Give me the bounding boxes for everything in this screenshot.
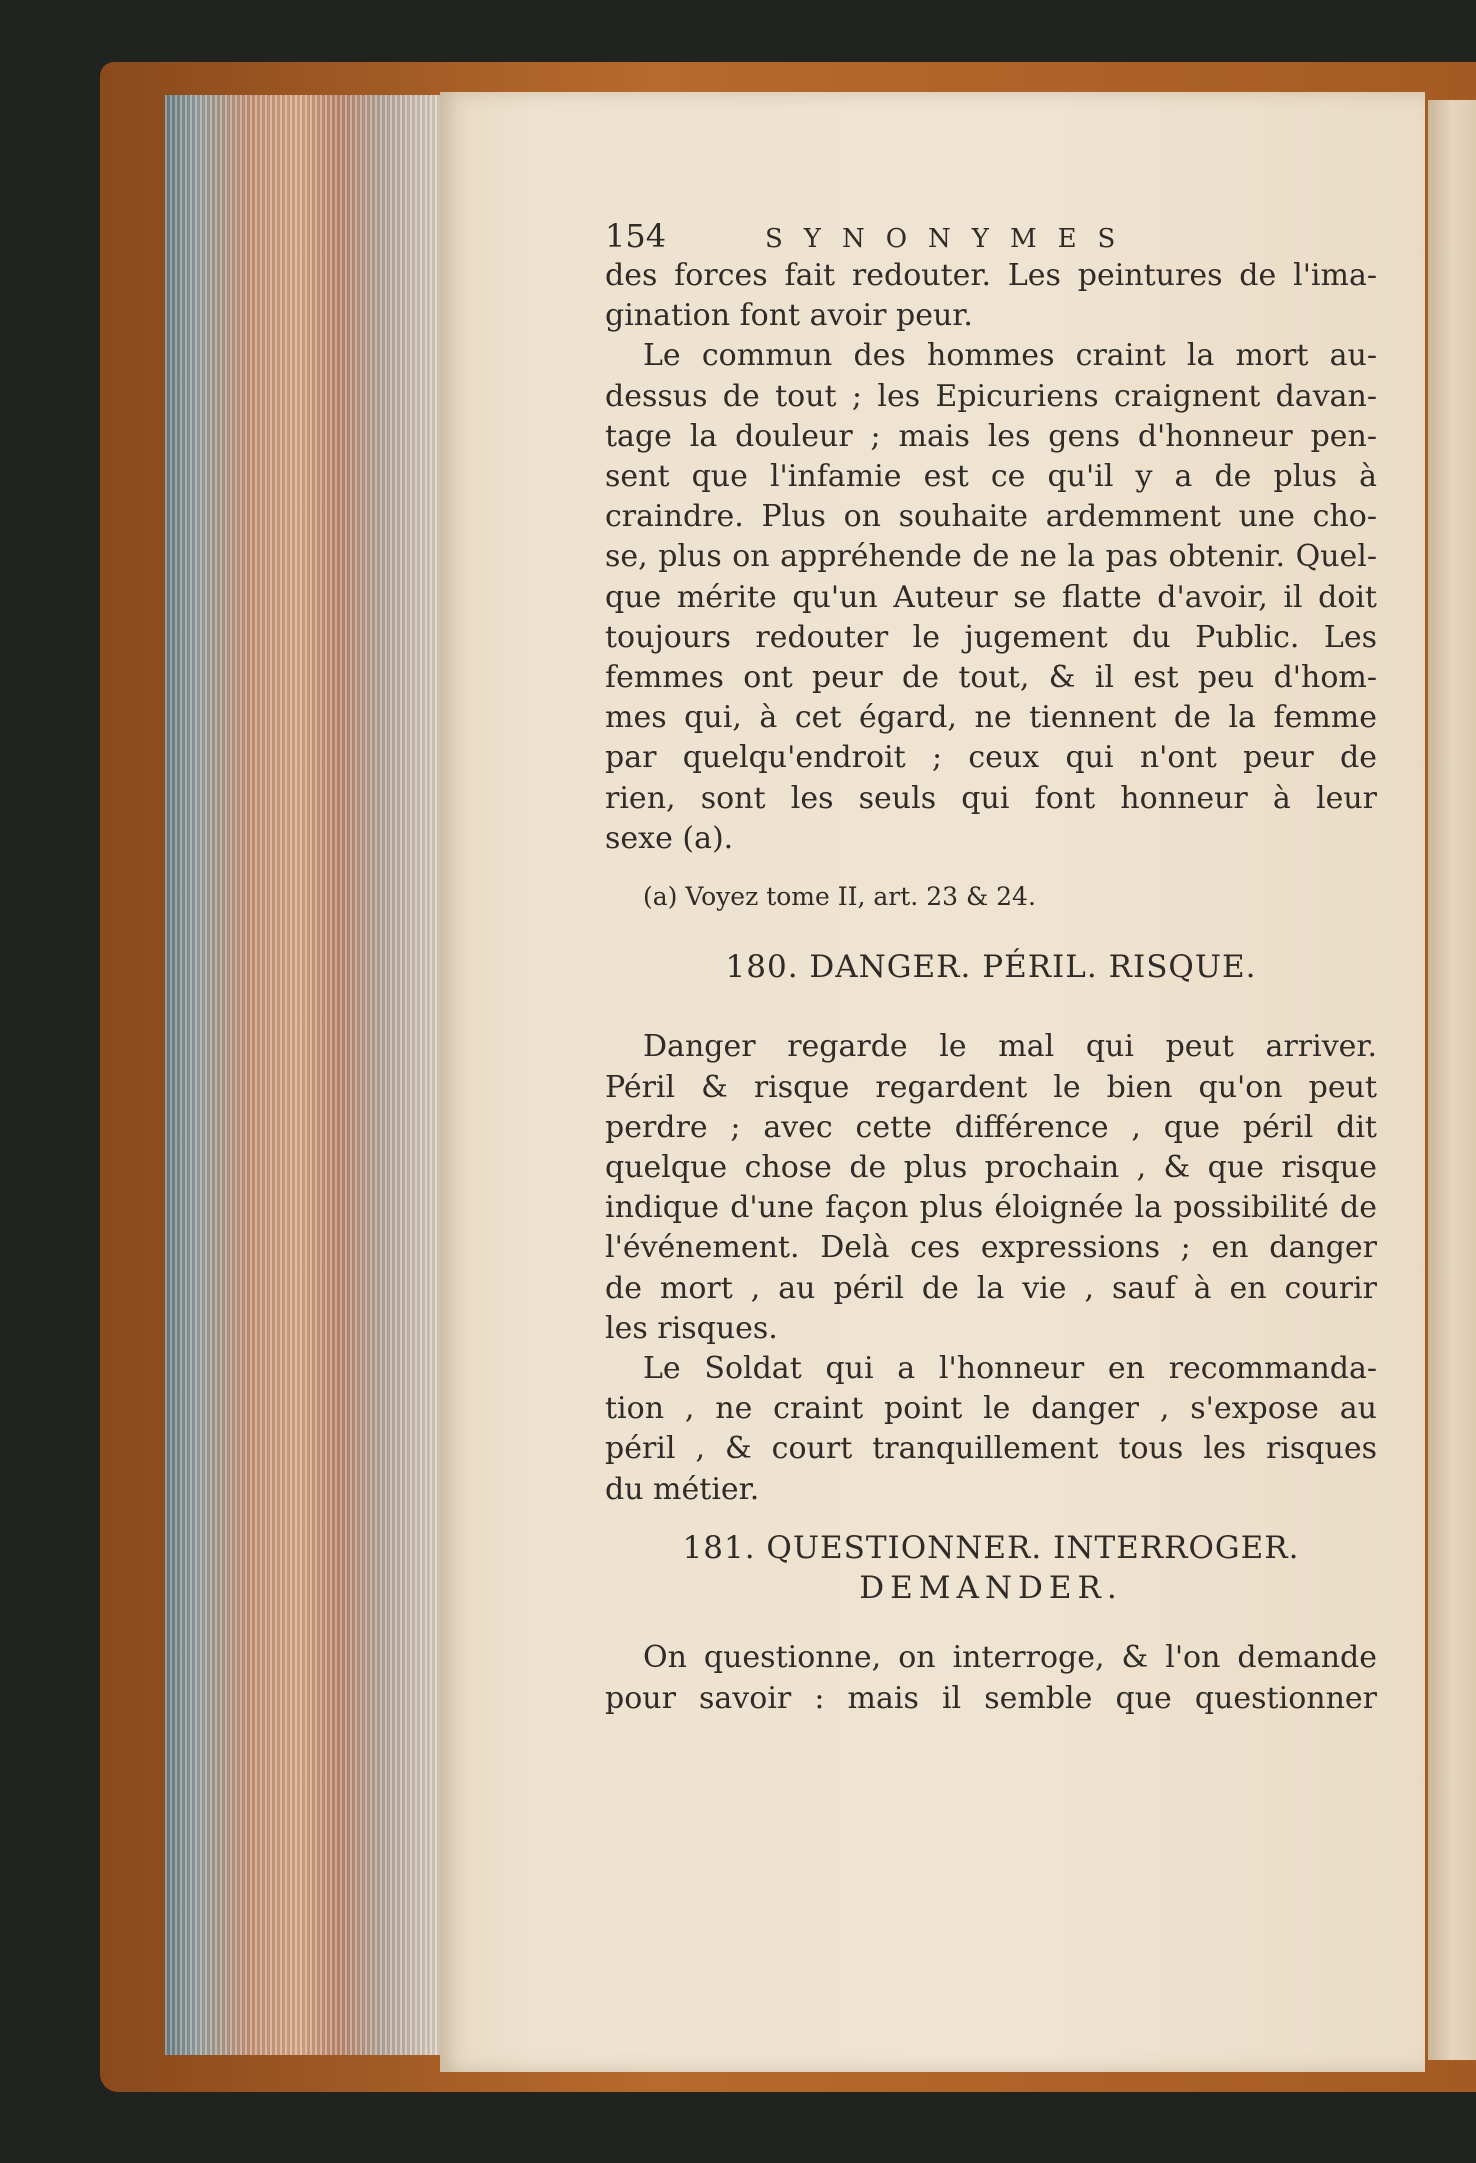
- text-line: dessus de tout ; les Epicuriens craignent davan-: [605, 378, 1377, 414]
- text-line: tage la douleur ; mais les gens d'honneur pen-: [605, 418, 1377, 454]
- paragraph-fear-examples: [605, 336, 1377, 859]
- facing-page-edge: [1428, 100, 1476, 2060]
- entry-heading-181-line-1: 181. QUESTIONNER. INTERROGER.: [682, 1529, 1300, 1566]
- text-line: rien, sont les seuls qui font honneur à leur: [605, 780, 1377, 816]
- text-line: l'événement. Delà ces expressions ; en danger: [605, 1230, 1377, 1266]
- entry-heading-180: 180. DANGER. PÉRIL. RISQUE.: [725, 949, 1257, 986]
- text-line: On questionne, on interroge, & l'on demande: [643, 1640, 1377, 1676]
- text-line: les risques.: [605, 1310, 778, 1346]
- text-line: Le commun des hommes craint la mort au-: [643, 338, 1377, 374]
- text-line: Danger regarde le mal qui peut arriver.: [643, 1029, 1377, 1065]
- running-title: SYNONYMES: [765, 224, 1137, 254]
- text-line: de mort , au péril de la vie , sauf à en courir: [605, 1270, 1377, 1306]
- text-line: Le Soldat qui a l'honneur en recommanda-: [643, 1351, 1377, 1387]
- page-number: 154: [605, 217, 667, 255]
- text-line: du métier.: [605, 1471, 760, 1507]
- text-line: des forces fait redouter. Les peintures de l'ima-: [605, 258, 1377, 293]
- running-head: [605, 216, 1377, 256]
- text-line: sent que l'infamie est ce qu'il y a de plus à: [605, 459, 1377, 495]
- entry-180-paragraph-1: [605, 1027, 1377, 1349]
- paragraph-fear: [605, 256, 1377, 336]
- footnote: (a) Voyez tome II, art. 23 & 24.: [643, 882, 1036, 912]
- entry-180-paragraph-2: [605, 1349, 1377, 1510]
- text-line: par quelqu'endroit ; ceux qui n'ont peur de: [605, 740, 1377, 776]
- text-line: quelque chose de plus prochain , & que risque: [605, 1150, 1377, 1186]
- text-line: indique d'une façon plus éloignée la possibilité de: [605, 1190, 1377, 1226]
- text-line: tion , ne craint point le danger , s'expose au: [605, 1391, 1377, 1427]
- page-text: [605, 216, 1377, 1719]
- page-edges: [165, 95, 445, 2055]
- text-line: craindre. Plus on souhaite ardemment une cho-: [605, 499, 1377, 535]
- text-line: se, plus on appréhende de ne la pas obtenir. Quel-: [605, 539, 1377, 575]
- text-line: péril , & court tranquillement tous les risques: [605, 1431, 1377, 1467]
- entry-heading-181: [605, 1528, 1377, 1608]
- text-line: que mérite qu'un Auteur se flatte d'avoir, il doit: [605, 579, 1377, 615]
- text-line: gination font avoir peur.: [605, 298, 973, 334]
- text-line: perdre ; avec cette différence , que péril dit: [605, 1109, 1377, 1145]
- text-line: pour savoir : mais il semble que questionner: [605, 1680, 1377, 1716]
- text-line: Péril & risque regardent le bien qu'on peut: [605, 1069, 1377, 1105]
- text-line: femmes ont peur de tout, & il est peu d'hom-: [605, 660, 1377, 696]
- text-line: mes qui, à cet égard, ne tiennent de la femme: [605, 700, 1377, 736]
- text-line: sexe (a).: [605, 820, 734, 856]
- entry-heading-181-line-2: DEMANDER.: [859, 1570, 1123, 1607]
- entry-181-paragraph-1: [605, 1638, 1377, 1718]
- text-line: toujours redouter le jugement du Public. Les: [605, 619, 1377, 655]
